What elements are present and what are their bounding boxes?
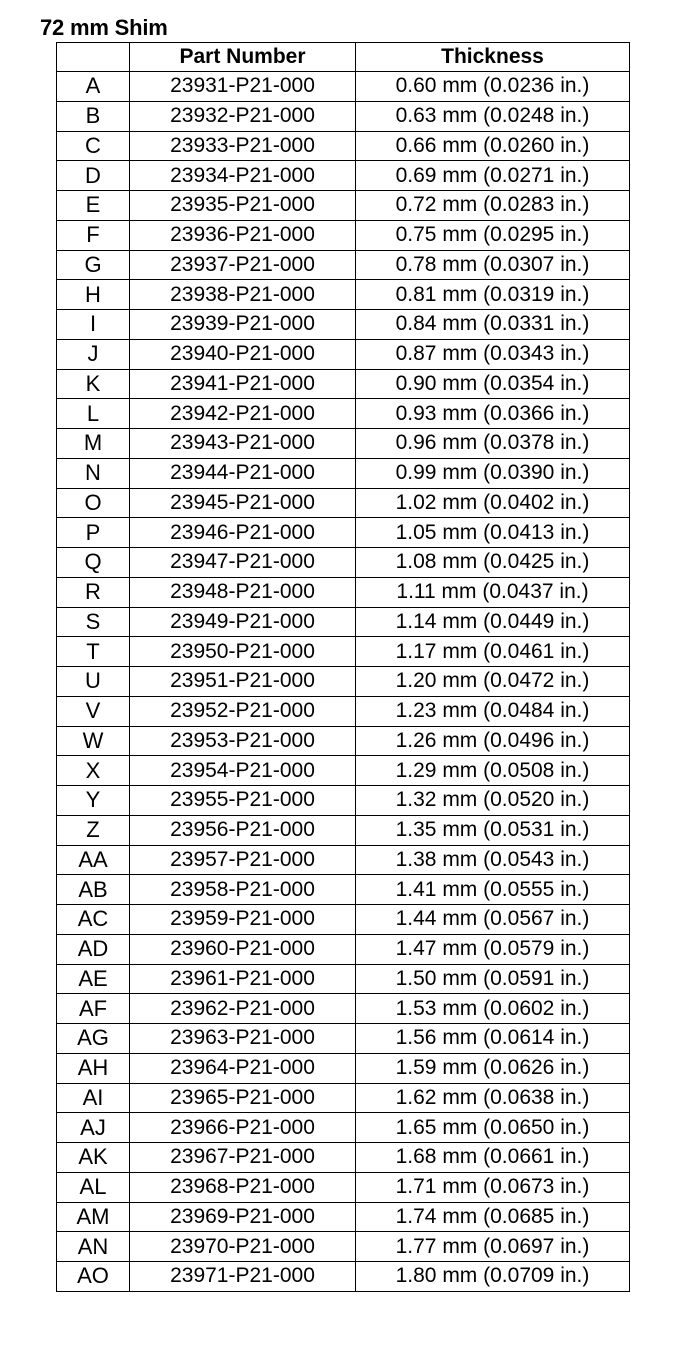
thickness-cell: 1.41 mm (0.0555 in.): [356, 875, 630, 905]
header-thickness: Thickness: [356, 43, 630, 72]
table-row: [57, 310, 630, 340]
part-number-cell: 23939-P21-000: [130, 310, 356, 340]
part-number-cell: 23961-P21-000: [130, 964, 356, 994]
table-row: [57, 1262, 630, 1292]
header-part-number: Part Number: [130, 43, 356, 72]
part-number-cell: 23963-P21-000: [130, 1024, 356, 1054]
table-row: [57, 1113, 630, 1143]
shim-table: [56, 42, 630, 1292]
thickness-cell: 1.77 mm (0.0697 in.): [356, 1232, 630, 1262]
header-letter: [57, 43, 130, 72]
table-row: [57, 250, 630, 280]
thickness-cell: 1.53 mm (0.0602 in.): [356, 994, 630, 1024]
table-row: [57, 964, 630, 994]
shim-letter-cell: F: [57, 220, 130, 250]
part-number-cell: 23945-P21-000: [130, 488, 356, 518]
thickness-cell: 1.56 mm (0.0614 in.): [356, 1024, 630, 1054]
part-number-cell: 23962-P21-000: [130, 994, 356, 1024]
table-row: [57, 756, 630, 786]
shim-letter-cell: Y: [57, 786, 130, 816]
shim-letter-cell: H: [57, 280, 130, 310]
part-number-cell: 23967-P21-000: [130, 1143, 356, 1173]
thickness-cell: 1.65 mm (0.0650 in.): [356, 1113, 630, 1143]
thickness-cell: 0.78 mm (0.0307 in.): [356, 250, 630, 280]
thickness-cell: 0.90 mm (0.0354 in.): [356, 369, 630, 399]
part-number-cell: 23933-P21-000: [130, 131, 356, 161]
shim-letter-cell: U: [57, 667, 130, 697]
part-number-cell: 23932-P21-000: [130, 101, 356, 131]
thickness-cell: 1.35 mm (0.0531 in.): [356, 815, 630, 845]
thickness-cell: 1.08 mm (0.0425 in.): [356, 548, 630, 578]
thickness-cell: 0.87 mm (0.0343 in.): [356, 339, 630, 369]
thickness-cell: 1.44 mm (0.0567 in.): [356, 905, 630, 935]
table-row: [57, 548, 630, 578]
thickness-cell: 1.74 mm (0.0685 in.): [356, 1202, 630, 1232]
part-number-cell: 23941-P21-000: [130, 369, 356, 399]
table-row: [57, 1202, 630, 1232]
part-number-cell: 23951-P21-000: [130, 667, 356, 697]
shim-letter-cell: AN: [57, 1232, 130, 1262]
table-body: [57, 72, 630, 1292]
thickness-cell: 0.72 mm (0.0283 in.): [356, 191, 630, 221]
thickness-cell: 1.11 mm (0.0437 in.): [356, 577, 630, 607]
shim-letter-cell: L: [57, 399, 130, 429]
shim-letter-cell: M: [57, 429, 130, 459]
shim-letter-cell: P: [57, 518, 130, 548]
thickness-cell: 0.81 mm (0.0319 in.): [356, 280, 630, 310]
part-number-cell: 23964-P21-000: [130, 1053, 356, 1083]
thickness-cell: 0.66 mm (0.0260 in.): [356, 131, 630, 161]
part-number-cell: 23958-P21-000: [130, 875, 356, 905]
part-number-cell: 23948-P21-000: [130, 577, 356, 607]
part-number-cell: 23937-P21-000: [130, 250, 356, 280]
shim-letter-cell: AA: [57, 845, 130, 875]
thickness-cell: 1.38 mm (0.0543 in.): [356, 845, 630, 875]
part-number-cell: 23940-P21-000: [130, 339, 356, 369]
thickness-cell: 1.20 mm (0.0472 in.): [356, 667, 630, 697]
thickness-cell: 1.47 mm (0.0579 in.): [356, 934, 630, 964]
shim-letter-cell: AG: [57, 1024, 130, 1054]
part-number-cell: 23938-P21-000: [130, 280, 356, 310]
table-row: [57, 220, 630, 250]
table-row: [57, 488, 630, 518]
thickness-cell: 1.14 mm (0.0449 in.): [356, 607, 630, 637]
shim-letter-cell: V: [57, 696, 130, 726]
part-number-cell: 23966-P21-000: [130, 1113, 356, 1143]
shim-letter-cell: E: [57, 191, 130, 221]
table-header-row: [57, 43, 630, 72]
table-row: [57, 1143, 630, 1173]
table-row: [57, 1024, 630, 1054]
part-number-cell: 23969-P21-000: [130, 1202, 356, 1232]
shim-letter-cell: G: [57, 250, 130, 280]
thickness-cell: 1.59 mm (0.0626 in.): [356, 1053, 630, 1083]
table-row: [57, 696, 630, 726]
table-row: [57, 1053, 630, 1083]
shim-letter-cell: O: [57, 488, 130, 518]
thickness-cell: 0.84 mm (0.0331 in.): [356, 310, 630, 340]
shim-letter-cell: AO: [57, 1262, 130, 1292]
shim-letter-cell: K: [57, 369, 130, 399]
shim-letter-cell: AL: [57, 1172, 130, 1202]
part-number-cell: 23952-P21-000: [130, 696, 356, 726]
part-number-cell: 23953-P21-000: [130, 726, 356, 756]
part-number-cell: 23934-P21-000: [130, 161, 356, 191]
table-row: [57, 131, 630, 161]
table-row: [57, 845, 630, 875]
table-row: [57, 369, 630, 399]
shim-letter-cell: R: [57, 577, 130, 607]
table-row: [57, 994, 630, 1024]
table-row: [57, 101, 630, 131]
thickness-cell: 1.26 mm (0.0496 in.): [356, 726, 630, 756]
shim-letter-cell: AE: [57, 964, 130, 994]
table-row: [57, 1172, 630, 1202]
table-row: [57, 607, 630, 637]
thickness-cell: 1.32 mm (0.0520 in.): [356, 786, 630, 816]
thickness-cell: 0.69 mm (0.0271 in.): [356, 161, 630, 191]
table-row: [57, 429, 630, 459]
table-row: [57, 815, 630, 845]
shim-letter-cell: W: [57, 726, 130, 756]
thickness-cell: 1.29 mm (0.0508 in.): [356, 756, 630, 786]
shim-letter-cell: J: [57, 339, 130, 369]
shim-letter-cell: C: [57, 131, 130, 161]
shim-letter-cell: AM: [57, 1202, 130, 1232]
table-row: [57, 458, 630, 488]
part-number-cell: 23957-P21-000: [130, 845, 356, 875]
shim-letter-cell: AK: [57, 1143, 130, 1173]
thickness-cell: 0.93 mm (0.0366 in.): [356, 399, 630, 429]
shim-letter-cell: T: [57, 637, 130, 667]
part-number-cell: 23954-P21-000: [130, 756, 356, 786]
shim-letter-cell: AC: [57, 905, 130, 935]
table-row: [57, 786, 630, 816]
shim-letter-cell: A: [57, 72, 130, 102]
part-number-cell: 23943-P21-000: [130, 429, 356, 459]
part-number-cell: 23971-P21-000: [130, 1262, 356, 1292]
thickness-cell: 0.63 mm (0.0248 in.): [356, 101, 630, 131]
shim-letter-cell: I: [57, 310, 130, 340]
part-number-cell: 23942-P21-000: [130, 399, 356, 429]
part-number-cell: 23944-P21-000: [130, 458, 356, 488]
thickness-cell: 1.23 mm (0.0484 in.): [356, 696, 630, 726]
shim-letter-cell: B: [57, 101, 130, 131]
part-number-cell: 23950-P21-000: [130, 637, 356, 667]
part-number-cell: 23947-P21-000: [130, 548, 356, 578]
shim-letter-cell: AH: [57, 1053, 130, 1083]
part-number-cell: 23936-P21-000: [130, 220, 356, 250]
thickness-cell: 1.71 mm (0.0673 in.): [356, 1172, 630, 1202]
part-number-cell: 23956-P21-000: [130, 815, 356, 845]
thickness-cell: 1.50 mm (0.0591 in.): [356, 964, 630, 994]
table-row: [57, 399, 630, 429]
table-row: [57, 1232, 630, 1262]
table-row: [57, 726, 630, 756]
table-row: [57, 577, 630, 607]
shim-letter-cell: AJ: [57, 1113, 130, 1143]
shim-letter-cell: D: [57, 161, 130, 191]
table-title: 72 mm Shim: [40, 15, 168, 40]
thickness-cell: 1.17 mm (0.0461 in.): [356, 637, 630, 667]
table-row: [57, 161, 630, 191]
thickness-cell: 0.60 mm (0.0236 in.): [356, 72, 630, 102]
part-number-cell: 23959-P21-000: [130, 905, 356, 935]
table-row: [57, 1083, 630, 1113]
shim-letter-cell: N: [57, 458, 130, 488]
table-row: [57, 905, 630, 935]
thickness-cell: 1.68 mm (0.0661 in.): [356, 1143, 630, 1173]
thickness-cell: 0.96 mm (0.0378 in.): [356, 429, 630, 459]
thickness-cell: 0.99 mm (0.0390 in.): [356, 458, 630, 488]
table-row: [57, 191, 630, 221]
thickness-cell: 1.80 mm (0.0709 in.): [356, 1262, 630, 1292]
part-number-cell: 23946-P21-000: [130, 518, 356, 548]
table-row: [57, 667, 630, 697]
part-number-cell: 23931-P21-000: [130, 72, 356, 102]
shim-letter-cell: Q: [57, 548, 130, 578]
table-row: [57, 72, 630, 102]
thickness-cell: 0.75 mm (0.0295 in.): [356, 220, 630, 250]
shim-letter-cell: X: [57, 756, 130, 786]
shim-letter-cell: AI: [57, 1083, 130, 1113]
table-row: [57, 518, 630, 548]
part-number-cell: 23965-P21-000: [130, 1083, 356, 1113]
table-row: [57, 875, 630, 905]
thickness-cell: 1.02 mm (0.0402 in.): [356, 488, 630, 518]
shim-letter-cell: AF: [57, 994, 130, 1024]
part-number-cell: 23955-P21-000: [130, 786, 356, 816]
thickness-cell: 1.05 mm (0.0413 in.): [356, 518, 630, 548]
part-number-cell: 23935-P21-000: [130, 191, 356, 221]
table-row: [57, 280, 630, 310]
part-number-cell: 23970-P21-000: [130, 1232, 356, 1262]
part-number-cell: 23949-P21-000: [130, 607, 356, 637]
shim-letter-cell: Z: [57, 815, 130, 845]
table-row: [57, 339, 630, 369]
thickness-cell: 1.62 mm (0.0638 in.): [356, 1083, 630, 1113]
shim-letter-cell: AB: [57, 875, 130, 905]
part-number-cell: 23968-P21-000: [130, 1172, 356, 1202]
table-row: [57, 637, 630, 667]
part-number-cell: 23960-P21-000: [130, 934, 356, 964]
table-row: [57, 934, 630, 964]
shim-letter-cell: AD: [57, 934, 130, 964]
shim-letter-cell: S: [57, 607, 130, 637]
